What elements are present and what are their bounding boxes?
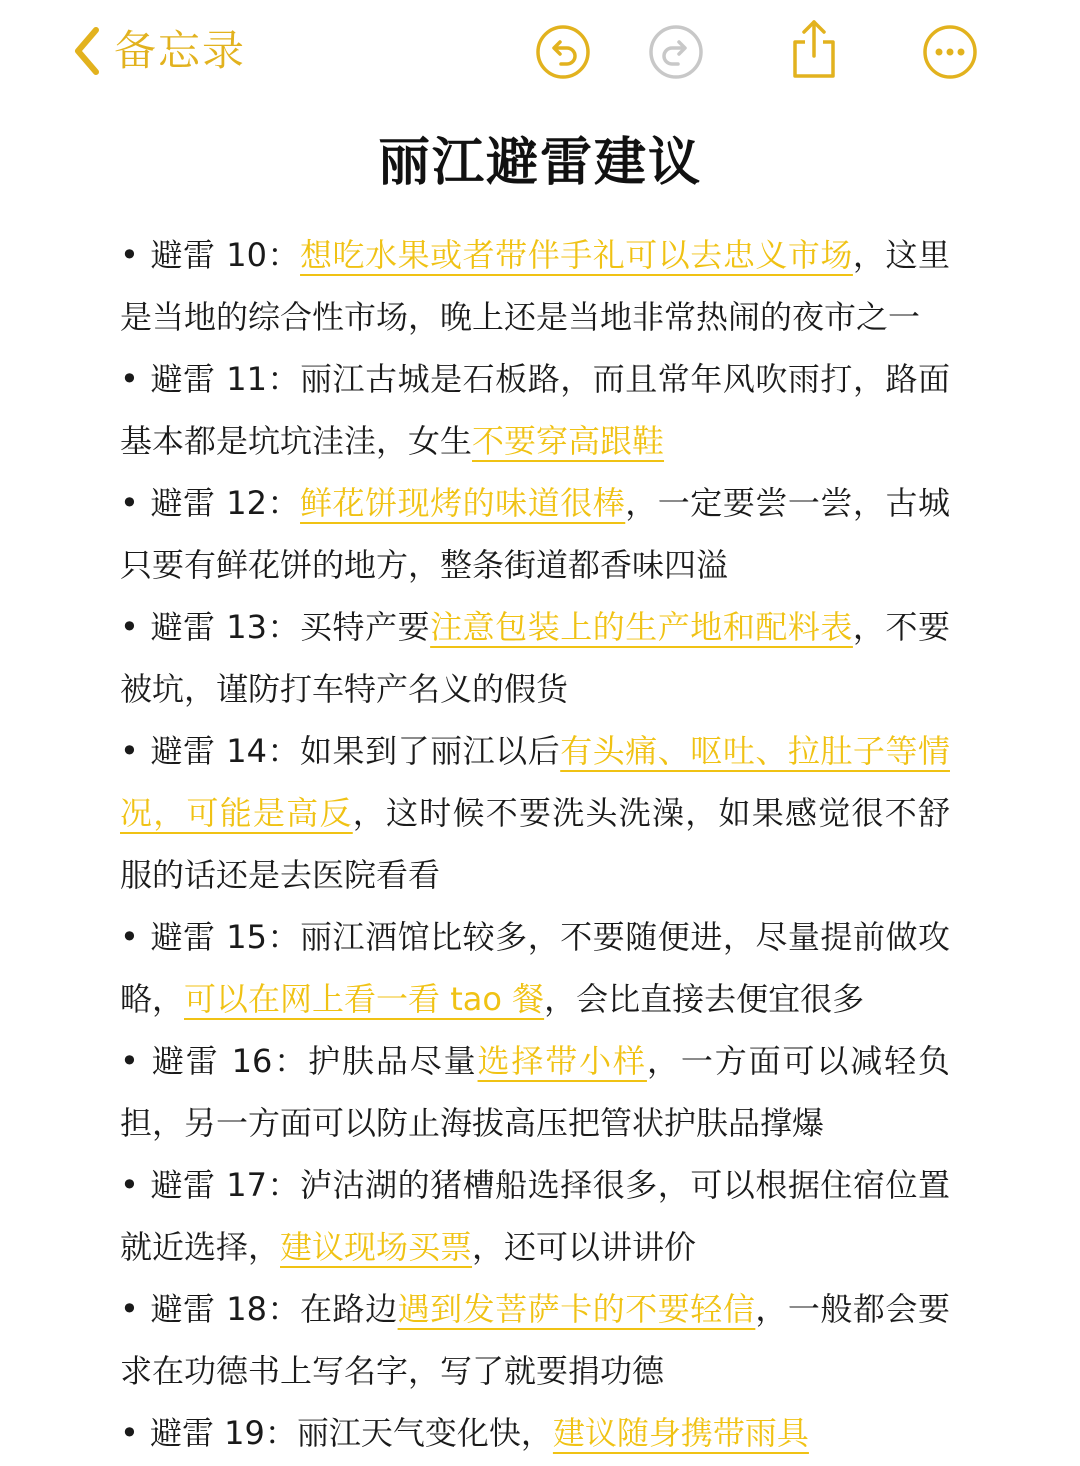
share-button[interactable] xyxy=(788,18,840,80)
bullet: • xyxy=(120,236,139,274)
item-text: ，不要被坑，谨防打车特产名义的假货 xyxy=(120,608,950,708)
bullet: • xyxy=(120,732,139,770)
list-item xyxy=(120,1278,950,1402)
list-item xyxy=(120,1030,950,1154)
item-text: 避雷 18：在路边 xyxy=(150,1290,398,1328)
bullet: • xyxy=(120,484,139,522)
highlighted-text: 建议现场买票 xyxy=(280,1228,473,1266)
bullet: • xyxy=(120,360,139,398)
undo-button[interactable] xyxy=(535,24,591,80)
bullet: • xyxy=(120,1166,139,1204)
back-button[interactable] xyxy=(72,22,246,80)
list-item xyxy=(120,348,950,472)
redo-icon xyxy=(648,24,704,80)
item-text: 避雷 14：如果到了丽江以后 xyxy=(150,732,561,770)
bullet: • xyxy=(120,1042,139,1080)
highlighted-text: 想吃水果或者带伴手礼可以去忠义市场 xyxy=(300,236,853,274)
bullet: • xyxy=(120,1290,139,1328)
highlighted-text: 选择带小样 xyxy=(477,1042,647,1080)
more-button[interactable] xyxy=(922,24,978,80)
redo-button[interactable] xyxy=(648,24,704,80)
list-item xyxy=(120,472,950,596)
item-text: 避雷 11：丽江古城是石板路，而且常年风吹雨打，路面基本都是坑坑洼洼，女生 xyxy=(120,360,950,460)
item-text: 避雷 15：丽江酒馆比较多，不要随便进，尽量提前做攻略， xyxy=(120,918,950,1018)
highlighted-text: 遇到发菩萨卡的不要轻信 xyxy=(397,1290,756,1328)
toolbar xyxy=(0,0,1080,100)
highlighted-text: 建议随身携带雨具 xyxy=(552,1414,809,1452)
item-text: ，一般都会要求在功德书上写名字，写了就要捐功德 xyxy=(120,1290,950,1390)
list-item xyxy=(120,906,950,1030)
undo-icon xyxy=(535,24,591,80)
highlighted-text: 有头痛、呕吐、拉肚子等情况，可能是高反 xyxy=(120,732,950,832)
chevron-left-icon xyxy=(72,26,102,76)
item-text: 避雷 10： xyxy=(150,236,301,274)
share-icon xyxy=(788,18,840,80)
item-text: 避雷 16：护肤品尽量 xyxy=(150,1042,478,1080)
item-text: ，还可以讲讲价 xyxy=(472,1228,697,1266)
highlighted-text: 注意包装上的生产地和配料表 xyxy=(430,608,853,646)
item-text: ，一定要尝一尝，古城只要有鲜花饼的地方，整条街道都香味四溢 xyxy=(120,484,950,584)
list-item xyxy=(120,1402,950,1464)
item-text: 避雷 12： xyxy=(150,484,301,522)
item-text: 避雷 17：泸沽湖的猪槽船选择很多，可以根据住宿位置就近选择， xyxy=(120,1166,950,1266)
bullet: • xyxy=(120,918,139,956)
note-body[interactable] xyxy=(120,224,950,1464)
highlighted-text: 鲜花饼现烤的味道很棒 xyxy=(300,484,626,522)
list-item xyxy=(120,596,950,720)
item-text: 避雷 19：丽江天气变化快， xyxy=(150,1414,553,1452)
list-item xyxy=(120,224,950,348)
item-text: ，这里是当地的综合性市场，晚上还是当地非常热闹的夜市之一 xyxy=(120,236,950,336)
bullet: • xyxy=(120,1414,139,1452)
item-text: ，会比直接去便宜很多 xyxy=(544,980,865,1018)
item-text: ，这时候不要洗头洗澡，如果感觉很不舒服的话还是去医院看看 xyxy=(120,794,950,894)
bullet: • xyxy=(120,608,139,646)
highlighted-text: 不要穿高跟鞋 xyxy=(472,422,665,460)
list-item xyxy=(120,720,950,906)
note-title: 丽江避雷建议 xyxy=(377,133,702,193)
more-icon xyxy=(922,24,978,80)
item-text: 避雷 13：买特产要 xyxy=(150,608,431,646)
list-item xyxy=(120,1154,950,1278)
highlighted-text: 可以在网上看一看 tao 餐 xyxy=(184,980,545,1018)
back-label: 备忘录 xyxy=(114,26,247,75)
item-text: ，一方面可以减轻负担，另一方面可以防止海拔高压把管状护肤品撑爆 xyxy=(120,1042,950,1142)
